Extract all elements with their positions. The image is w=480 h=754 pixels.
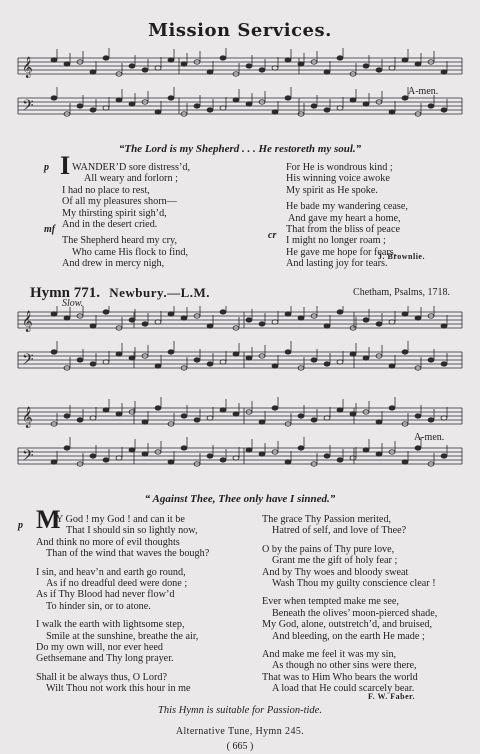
- verse-line: Than of the wind that waves the bough?: [46, 548, 210, 560]
- note-head: [376, 452, 382, 456]
- verse-line: Wilt Thou not work this hour in me: [46, 683, 191, 695]
- verse-line: And lasting joy for tears.: [286, 258, 388, 270]
- note-head: [207, 416, 213, 420]
- dropcap-i: I: [60, 151, 71, 180]
- note-head: [298, 316, 304, 320]
- author-2: F. W. Faber.: [368, 692, 415, 701]
- note-head: [103, 408, 109, 412]
- note-head: [64, 316, 70, 320]
- note-head: [90, 454, 96, 458]
- verse-line: Ever when tempted make me see,: [262, 596, 399, 608]
- note-head: [285, 312, 291, 316]
- note-head: [259, 420, 265, 424]
- verse-gap: [36, 560, 264, 567]
- note-head: [129, 448, 135, 452]
- verse-line: That was to Him Who bears the world: [262, 671, 418, 683]
- note-head: [220, 458, 226, 462]
- note-head: [402, 350, 408, 354]
- hymn-note: This Hymn is suitable for Passion-tide.: [158, 705, 322, 716]
- note-head: [116, 98, 122, 102]
- note-head: [272, 364, 278, 368]
- note-head: [415, 316, 421, 320]
- note-head: [441, 454, 447, 458]
- note-head: [155, 364, 161, 368]
- note-head: [428, 418, 434, 422]
- hymn1-right-column: [268, 162, 466, 270]
- note-head: [194, 104, 200, 108]
- note-head: [103, 360, 109, 364]
- verse-line: My God, alone, outstretch’d, and bruised,: [262, 619, 433, 631]
- note-head: [337, 310, 343, 314]
- note-head: [155, 66, 161, 70]
- verse-line: I had no place to rest,: [62, 184, 150, 196]
- verse-line: The grace Thy Passion merited,: [262, 514, 392, 525]
- verse-line: The Shepherd heard my cry,: [62, 235, 178, 247]
- verse-line: And bleeding, on the earth He made ;: [272, 630, 425, 642]
- note-head: [142, 68, 148, 72]
- bass-clef-icon: 𝄢: [22, 97, 34, 118]
- note-head: [77, 418, 83, 422]
- note-head: [272, 110, 278, 114]
- note-head: [207, 108, 213, 112]
- note-head: [324, 108, 330, 112]
- note-head: [350, 456, 356, 460]
- verse-gap: [36, 612, 264, 619]
- note-head: [51, 350, 57, 354]
- note-head: [324, 70, 330, 74]
- note-head: [272, 320, 278, 324]
- note-head: [311, 358, 317, 362]
- note-head: [259, 452, 265, 456]
- treble-clef-icon: 𝄞: [22, 311, 33, 332]
- verse-line: All weary and forlorn ;: [84, 173, 178, 185]
- note-head: [155, 110, 161, 114]
- verse-gap: [262, 537, 472, 544]
- note-head: [51, 312, 57, 316]
- music-score-2: [14, 306, 466, 486]
- note-head: [246, 102, 252, 106]
- dynamic-cr: cr: [268, 230, 277, 241]
- verse-gap: [262, 642, 472, 649]
- verse-line: My thirsting spirit sigh’d,: [62, 207, 167, 219]
- verse-line: He bade my wandering cease,: [286, 201, 408, 213]
- verse-line: My spirit as He spoke.: [286, 184, 378, 196]
- hymn2-left-column: [18, 505, 264, 695]
- dynamic-mf: mf: [44, 224, 56, 235]
- note-head: [64, 62, 70, 66]
- verse-line: Hatred of self, and love of Thee?: [272, 525, 407, 537]
- verse-line: Smile at the sunshine, breathe the air,: [46, 630, 199, 642]
- note-head: [259, 68, 265, 72]
- note-head: [441, 108, 447, 112]
- note-head: [402, 312, 408, 316]
- note-head: [428, 104, 434, 108]
- verse-gap: [262, 589, 472, 596]
- note-head: [51, 460, 57, 464]
- verse-line: As if Thy Blood had never flow’d: [36, 589, 175, 601]
- note-head: [337, 56, 343, 60]
- note-head: [285, 96, 291, 100]
- note-head: [220, 310, 226, 314]
- verse-line: And think no more of evil thoughts: [36, 536, 180, 548]
- note-head: [207, 70, 213, 74]
- note-head: [246, 318, 252, 322]
- note-head: [415, 414, 421, 418]
- verse-line: And gave my heart a home,: [288, 212, 401, 224]
- note-head: [207, 324, 213, 328]
- verse-line: And by Thy woes and bloody sweat: [262, 566, 409, 578]
- bass-clef-icon: 𝄢: [22, 447, 34, 468]
- note-head: [90, 324, 96, 328]
- note-head: [220, 408, 226, 412]
- note-head: [51, 58, 57, 62]
- note-head: [246, 64, 252, 68]
- verse-line: Gethsemane and Thy long prayer.: [36, 653, 174, 665]
- note-head: [142, 420, 148, 424]
- note-head: [441, 324, 447, 328]
- verse-line: Wash Thou my guilty conscience clear !: [272, 577, 436, 589]
- verse-line: To hinder sin, or to atone.: [46, 600, 151, 612]
- note-head: [324, 416, 330, 420]
- verse-line: Who came His flock to find,: [72, 246, 188, 258]
- note-head: [363, 448, 369, 452]
- dynamic-p: p: [44, 162, 49, 173]
- verse-line: As if no dreadful deed were done ;: [46, 577, 188, 589]
- note-head: [311, 418, 317, 422]
- note-head: [298, 446, 304, 450]
- page-number: ( 665 ): [226, 741, 254, 752]
- verse-line: As though no other sins were there,: [272, 660, 417, 672]
- verse-line: He gave me hope for fears,: [286, 246, 397, 258]
- note-head: [389, 320, 395, 324]
- verse-line: I might no longer roam ;: [286, 235, 386, 247]
- note-head: [64, 446, 70, 450]
- note-head: [337, 360, 343, 364]
- note-head: [415, 446, 421, 450]
- music-score-1: [14, 48, 466, 134]
- note-head: [233, 98, 239, 102]
- note-head: [181, 316, 187, 320]
- author-1: J. Brownlie.: [378, 252, 425, 261]
- treble-clef-icon: 𝄞: [22, 407, 33, 428]
- verse-line: Shall it be always thus, O Lord?: [36, 671, 167, 683]
- note-head: [389, 110, 395, 114]
- note-head: [116, 352, 122, 356]
- note-head: [324, 454, 330, 458]
- verse-line: O by the pains of Thy pure love,: [262, 543, 395, 555]
- verse-line: Grant me the gift of holy fear ;: [272, 555, 398, 567]
- note-head: [64, 414, 70, 418]
- verse-line: His winning voice awoke: [286, 173, 390, 185]
- note-head: [402, 460, 408, 464]
- note-head: [389, 66, 395, 70]
- note-head: [103, 106, 109, 110]
- note-head: [272, 66, 278, 70]
- note-head: [363, 356, 369, 360]
- note-head: [311, 104, 317, 108]
- alternative-tune: Alternative Tune, Hymn 245.: [175, 726, 305, 737]
- note-head: [142, 452, 148, 456]
- note-head: [181, 62, 187, 66]
- note-head: [337, 408, 343, 412]
- amen-label-2: A-men.: [414, 432, 445, 443]
- note-head: [259, 322, 265, 326]
- dynamic-p-2: p: [18, 520, 23, 531]
- note-head: [103, 458, 109, 462]
- verse-line: WANDER’D sore distress’d,: [72, 162, 190, 173]
- note-head: [90, 362, 96, 366]
- hymn1-left-column: [44, 151, 272, 270]
- note-head: [77, 358, 83, 362]
- note-head: [324, 362, 330, 366]
- note-head: [402, 58, 408, 62]
- note-head: [142, 322, 148, 326]
- verse-line: That from the bliss of peace: [286, 223, 401, 235]
- note-head: [168, 58, 174, 62]
- note-head: [90, 70, 96, 74]
- note-head: [168, 350, 174, 354]
- note-head: [233, 412, 239, 416]
- verse-line: For He is wondrous kind ;: [286, 162, 393, 173]
- verse-line: Beneath the olives’ moon-pierced shade,: [272, 607, 438, 619]
- note-head: [285, 58, 291, 62]
- hymn2-right-column: [262, 514, 472, 694]
- note-head: [389, 406, 395, 410]
- verse-gap: [36, 665, 264, 672]
- note-head: [155, 406, 161, 410]
- verse-line: And make me feel it was my sin,: [262, 648, 397, 660]
- note-head: [324, 324, 330, 328]
- note-head: [233, 456, 239, 460]
- note-head: [207, 454, 213, 458]
- tune-name: Newbury.—L.M.: [109, 285, 211, 300]
- note-head: [298, 62, 304, 66]
- note-head: [246, 448, 252, 452]
- verse-line: That I should sin so lightly now,: [66, 525, 198, 537]
- caption-2: “ Against Thee, Thee only have I sinned.”: [144, 493, 336, 505]
- note-head: [220, 56, 226, 60]
- caption-1: “The Lord is my Shepherd . . . He restoreth my soul.”: [118, 143, 362, 155]
- note-head: [389, 364, 395, 368]
- note-head: [285, 350, 291, 354]
- note-head: [272, 406, 278, 410]
- verse-line: A load that He could scarcely bear.: [272, 683, 415, 695]
- verse-line: Of all my pleasures shorn—: [62, 196, 177, 208]
- note-head: [363, 102, 369, 106]
- note-head: [376, 420, 382, 424]
- page-title: Mission Services.: [148, 20, 332, 41]
- note-head: [77, 104, 83, 108]
- note-head: [363, 318, 369, 322]
- note-head: [350, 98, 356, 102]
- note-head: [129, 356, 135, 360]
- dropcap-m: M: [36, 505, 61, 534]
- note-head: [181, 414, 187, 418]
- note-head: [220, 106, 226, 110]
- note-head: [155, 320, 161, 324]
- tempo-marking: Slow.: [62, 298, 84, 309]
- verse-line: And drew in mercy nigh,: [62, 258, 165, 270]
- note-head: [415, 62, 421, 66]
- note-head: [220, 360, 226, 364]
- hymn-heading: [30, 285, 450, 302]
- note-head: [129, 102, 135, 106]
- hymn-number: Hymn 771.: [30, 285, 101, 301]
- note-head: [441, 416, 447, 420]
- bass-clef-icon: 𝄢: [22, 351, 34, 372]
- note-head: [194, 418, 200, 422]
- note-head: [168, 312, 174, 316]
- note-head: [103, 310, 109, 314]
- note-head: [337, 106, 343, 110]
- note-head: [207, 362, 213, 366]
- note-head: [337, 458, 343, 462]
- note-head: [350, 352, 356, 356]
- verse-line: I sin, and heav’n and earth go round,: [36, 566, 186, 578]
- note-head: [194, 358, 200, 362]
- note-head: [298, 414, 304, 418]
- note-head: [129, 64, 135, 68]
- verse-line: I walk the earth with lightsome step,: [36, 619, 185, 631]
- note-head: [116, 412, 122, 416]
- note-head: [441, 362, 447, 366]
- note-head: [181, 446, 187, 450]
- note-head: [168, 96, 174, 100]
- note-head: [441, 70, 447, 74]
- note-head: [168, 460, 174, 464]
- note-head: [376, 68, 382, 72]
- note-head: [350, 412, 356, 416]
- note-head: [428, 358, 434, 362]
- note-head: [90, 416, 96, 420]
- verse-line: And in the desert cried.: [62, 218, 158, 230]
- note-head: [376, 322, 382, 326]
- tune-source: Chetham, Psalms, 1718.: [353, 287, 450, 298]
- amen-label-1: A-men.: [408, 86, 439, 97]
- note-head: [129, 318, 135, 322]
- verse-line: Do my own will, nor ever heed: [36, 641, 164, 653]
- treble-clef-icon: 𝄞: [22, 57, 33, 78]
- verse-line: Y God ! my God ! and can it be: [56, 514, 185, 525]
- note-head: [285, 460, 291, 464]
- note-head: [233, 352, 239, 356]
- note-head: [116, 456, 122, 460]
- note-head: [103, 56, 109, 60]
- note-head: [363, 64, 369, 68]
- note-head: [246, 356, 252, 360]
- note-head: [51, 96, 57, 100]
- note-head: [90, 108, 96, 112]
